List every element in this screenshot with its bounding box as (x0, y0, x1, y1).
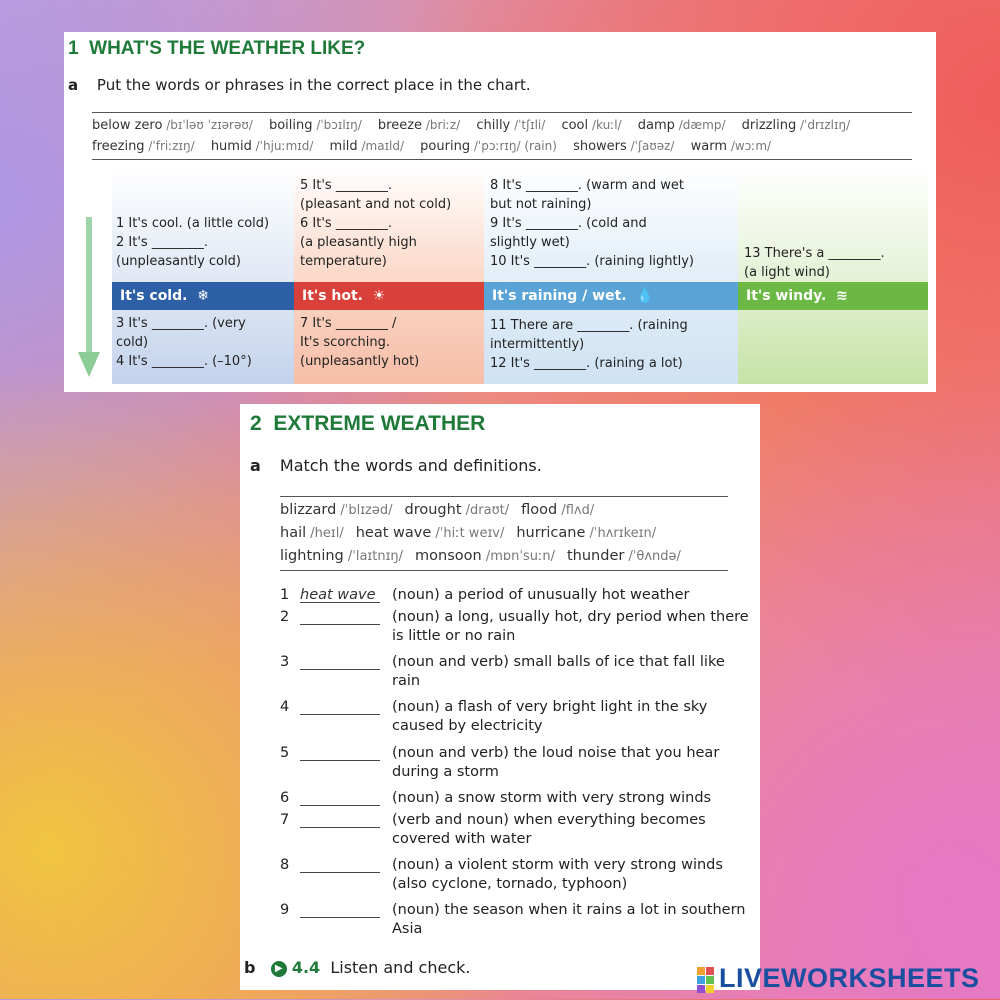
chart-cell-line: (unpleasantly hot) (300, 354, 420, 369)
audio-track-number: 4.4 (291, 958, 321, 977)
section-2-instruction: a Match the words and definitions. (250, 456, 542, 475)
raindrops-icon: 💧 (631, 288, 654, 304)
windy-band: It's windy. ≋ (738, 282, 928, 310)
word-bank-item: pouring /ˈpɔːrɪŋ/ (rain) (420, 139, 557, 154)
section-1-heading: 1 WHAT'S THE WEATHER LIKE? (68, 38, 366, 59)
hot-upper-cell (300, 176, 480, 271)
word-bank-item: humid /ˈhjuːmɪd/ (210, 139, 314, 154)
answer-blank[interactable] (300, 811, 380, 828)
definition-text: (noun and verb) small balls of ice that fall like rain (392, 654, 725, 689)
answer-blank[interactable] (300, 608, 380, 625)
answer-blank[interactable] (300, 856, 380, 873)
answer-blank[interactable]: heat wave (300, 586, 380, 603)
chart-cell-line: intermittently) (490, 337, 585, 352)
chart-cell-line: temperature) (300, 254, 387, 269)
word-bank-item: mild /maɪld/ (329, 139, 405, 154)
chart-cell-line: 6 It's ________. (300, 216, 392, 231)
word-bank-item: below zero /bɪˈləʊ ˈzɪərəʊ/ (92, 118, 253, 133)
wet-band: It's raining / wet. 💧 (484, 282, 738, 310)
word-bank-item: cool /kuːl/ (561, 118, 622, 133)
word-bank-item: chilly /ˈtʃɪli/ (476, 118, 546, 133)
section-1-instruction: a Put the words or phrases in the correct place in the chart. (68, 76, 531, 94)
chart-cell-line: 11 There are ________. (raining (490, 318, 688, 333)
windy-upper-cell (744, 244, 924, 282)
cold-lower-cell (116, 314, 291, 371)
word-bank-item: heat wave /ˈhiːt weɪv/ (355, 525, 505, 541)
section-2-title: EXTREME WEATHER (273, 412, 486, 435)
section-1-panel (64, 32, 936, 392)
word-bank-2 (280, 496, 728, 571)
definition-text: (noun) a long, usually hot, dry period when there is little or no rain (392, 609, 749, 644)
audio-icon[interactable]: ▶ (271, 961, 287, 977)
word-bank-item: boiling /ˈbɔɪlɪŋ/ (268, 118, 362, 133)
chart-cell-line: (a pleasantly high (300, 235, 417, 250)
chart-cell-line: 13 There's a ________. (744, 246, 885, 261)
word-bank-item: blizzard /ˈblɪzəd/ (280, 502, 393, 518)
word-bank-item: warm /wɔːm/ (690, 139, 772, 154)
part-b-instruction: Listen and check. (330, 958, 471, 977)
word-bank-item: breeze /briːz/ (377, 118, 461, 133)
answer-blank[interactable] (300, 789, 380, 806)
hot-lower-cell (300, 314, 480, 371)
word-bank-item: thunder /ˈθʌndə/ (566, 548, 681, 564)
definition-text: (verb and noun) when everything becomes covered with water (392, 812, 706, 847)
definition-text: (noun) a violent storm with very strong winds (also cyclone, tornado, typhoon) (392, 857, 723, 892)
chart-cell-line: but not raining) (490, 197, 592, 212)
chart-cell-line: (pleasant and not cold) (300, 197, 452, 212)
chart-cell-line: 1 It's cool. (a little cold) (116, 216, 270, 231)
snowflake-icon: ❄ (192, 288, 209, 304)
word-bank-item: flood /flʌd/ (521, 502, 595, 518)
answer-blank[interactable] (300, 653, 380, 670)
definition-text: (noun) a snow storm with very strong winds (392, 790, 712, 806)
word-bank-item: hurricane /ˈhʌrɪkeɪn/ (516, 525, 657, 541)
chart-cell-line: 12 It's ________. (raining a lot) (490, 356, 683, 371)
definition-text: (noun and verb) the loud noise that you hear during a storm (392, 745, 720, 780)
chart-cell-line: 7 It's ________ / (300, 316, 397, 331)
hot-band: It's hot. ☀ (294, 282, 484, 310)
chart-cell-line: (a light wind) (744, 265, 830, 280)
cold-band: It's cold. ❄ (112, 282, 294, 310)
down-arrow-icon (78, 217, 100, 377)
chart-cell-line: (unpleasantly cold) (116, 254, 241, 269)
wet-upper-cell (490, 176, 735, 271)
word-bank-item: monsoon /mɒnˈsuːn/ (415, 548, 555, 564)
word-bank-item: damp /dæmp/ (637, 118, 726, 133)
chart-cell-line: 8 It's ________. (warm and wet (490, 178, 684, 193)
chart-cell-line: It's scorching. (300, 335, 390, 350)
answer-blank[interactable] (300, 744, 380, 761)
liveworksheets-logo: LIVEWORKSHEETS (697, 962, 997, 996)
chart-cell-line: 4 It's ________. (–10°) (116, 354, 252, 369)
answer-blank[interactable] (300, 698, 380, 715)
word-bank-1 (92, 112, 912, 160)
definition-text: (noun) the season when it rains a lot in southern Asia (392, 902, 746, 937)
word-bank-line (280, 522, 728, 545)
wind-icon: ≋ (831, 288, 848, 304)
word-bank-item: lightning /ˈlaɪtnɪŋ/ (280, 548, 404, 564)
word-bank-item: drizzling /ˈdrɪzlɪŋ/ (741, 118, 851, 133)
word-bank-item: hail /heɪl/ (280, 525, 344, 541)
chart-cell-line: 2 It's ________. (116, 235, 208, 250)
chart-cell-line: cold) (116, 335, 149, 350)
word-bank-line (280, 499, 728, 522)
word-bank-line (280, 545, 728, 568)
chart-cell-line: 3 It's ________. (very (116, 316, 246, 331)
section-1-title: WHAT'S THE WEATHER LIKE? (89, 38, 366, 59)
chart-cell-line: 10 It's ________. (raining lightly) (490, 254, 695, 269)
definition-text: (noun) a flash of very bright light in the sky caused by electricity (392, 699, 708, 734)
definition-text: (noun) a period of unusually hot weather (392, 587, 690, 603)
chart-cell-line: 5 It's ________. (300, 178, 392, 193)
word-bank-item: showers /ˈʃaʊəz/ (573, 139, 675, 154)
chart-cell-line: slightly wet) (490, 235, 570, 250)
word-bank-item: freezing /ˈfriːzɪŋ/ (92, 139, 195, 154)
sun-icon: ☀ (367, 288, 386, 304)
wet-lower-cell (490, 316, 735, 373)
word-bank-item: drought /draʊt/ (404, 502, 510, 518)
section-2-panel: 2 EXTREME WEATHER a Match the words and definitions. blizzard /ˈblɪzəd/ drought /draʊt/ flood /flʌd/ hail /heɪl/ heat wave /ˈhiːt weɪv/ hurricane /ˈhʌrɪkeɪn/ lightning /ˈlaɪtnɪŋ/ monsoon /mɒnˈsuːn/ thunder /ˈθʌndə/ 1 heat wave (noun) a period of unusually hot weather 2 (noun) a long, usually hot, dry period when there is little or no rain 3 (noun and verb) small balls of ice that fall like rain 4 (noun) a flash of very bright light in the sky caused by electricity 5 (noun and verb) the loud noise that you hear during a storm 6 (noun) a snow storm with very strong winds 7 (verb and noun) when everything becomes covered with water 8 (noun) a violent storm with very strong winds (also cyclone, tornado, typhoon) 9 (noun) the season when it rains a lot in southern Asia b ▶ 4.4 Listen and check. (240, 404, 760, 990)
section-2-heading: 2 EXTREME WEATHER (250, 412, 486, 435)
cold-upper-cell (116, 214, 291, 271)
part-b-row: b ▶ 4.4 Listen and check. (244, 958, 471, 977)
answer-blank[interactable] (300, 901, 380, 918)
chart-cell-line: 9 It's ________. (cold and (490, 216, 647, 231)
